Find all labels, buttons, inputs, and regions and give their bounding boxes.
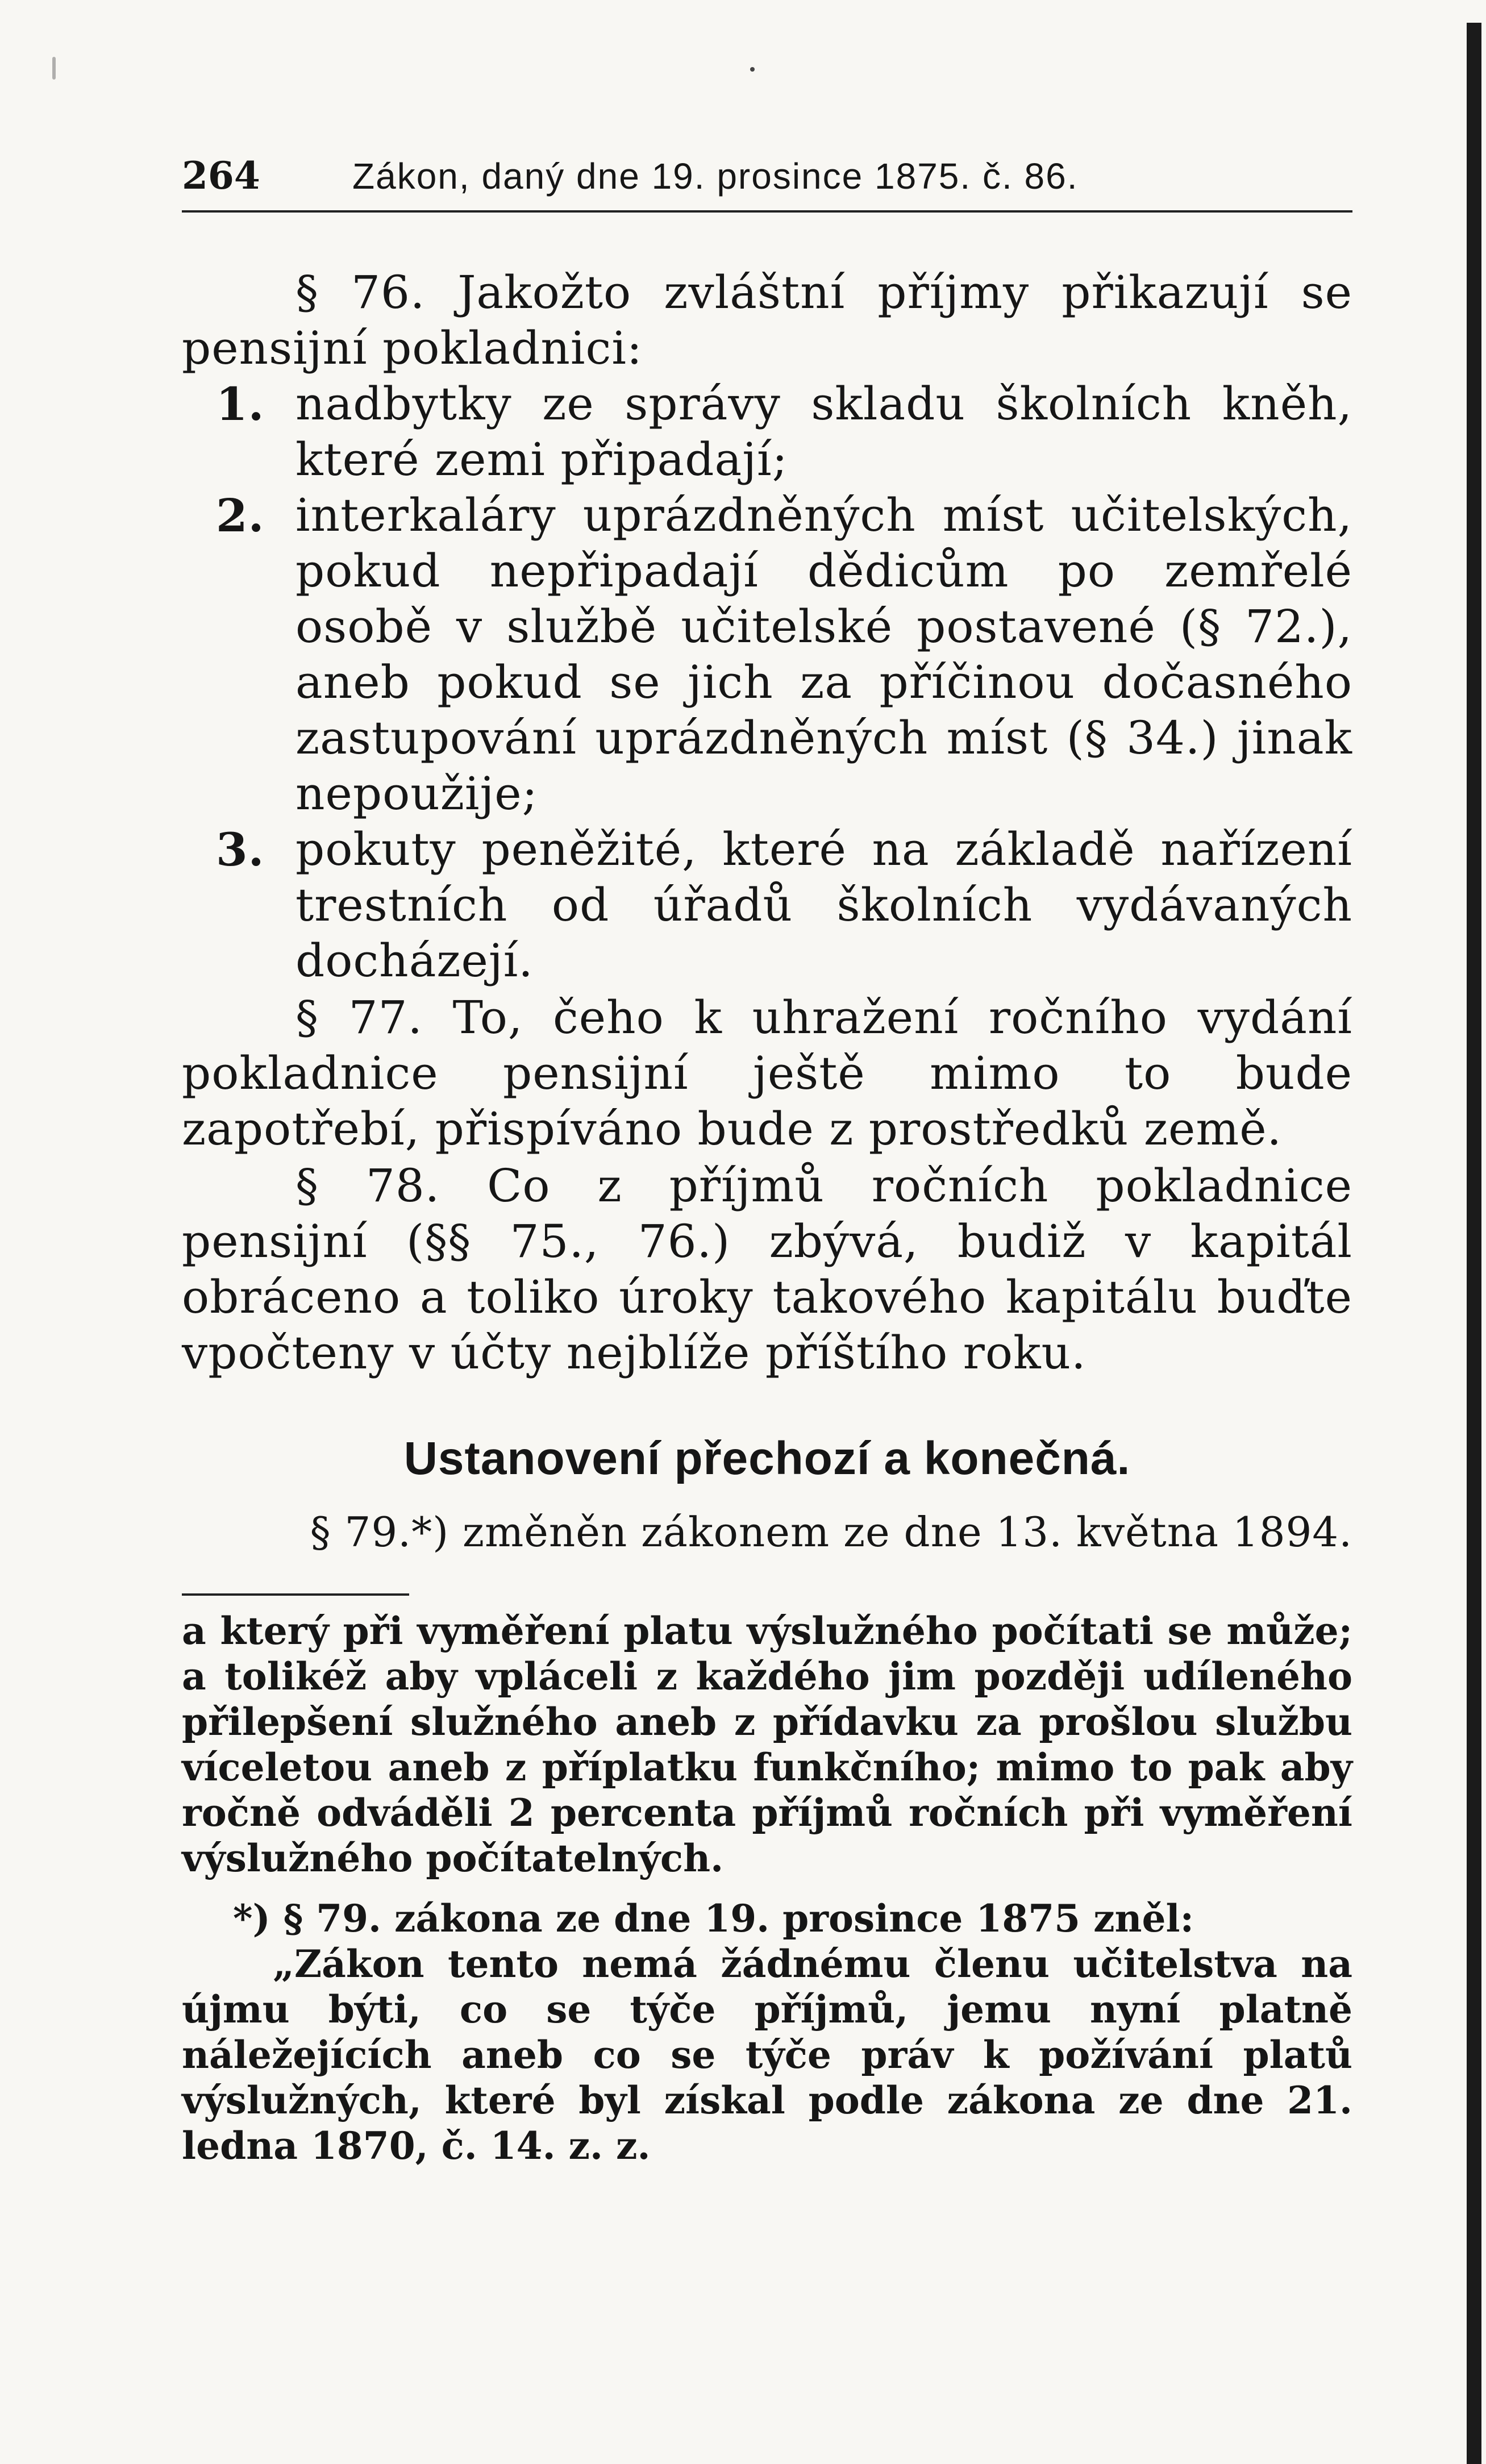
page-edge-shadow <box>1467 23 1481 2464</box>
scan-speck <box>750 67 755 72</box>
list-item-number: 1. <box>216 377 265 431</box>
scan-speck <box>52 57 56 80</box>
section-78: § 78. Co z příjmů ročních pokladnice pensijní (§§ 75., 76.) zbývá, budiž v kapitál obráceno a toliko úroky takového kapitálu buďte vpočteny v účty nejblíže příštího roku. <box>182 1159 1352 1379</box>
list-item-number: 2. <box>216 489 265 542</box>
list-item-text: interkaláry uprázdněných míst učitelských, pokud nepřipadají dědicům po zemřelé osobě v službě učitelské postavené (§ 72.), aneb pokud se jich za příčinou dočasného zastupování uprázdněných míst (§ 34.) jinak nepoužije; <box>295 489 1352 820</box>
section-77: § 77. To, čeho k uhražení ročního vydání pokladnice pensijní ještě mimo to bude zapotřebí, přispíváno bude z prostředků země. <box>182 991 1352 1155</box>
list-item <box>182 822 1352 989</box>
footnote-continuation: a který při vyměření platu výslužného počítati se může; a tolikéž aby vpláceli z každého jim později udíleného přilepšení služného aneb z přídavku za prošlou službu víceletou aneb z příplatku funkčního; mimo to pak aby ročně odváděli 2 percenta příjmů ročních při vyměření výslužného počítatelných. <box>182 1609 1352 1880</box>
footnote-star: *) § 79. zákona ze dne 19. prosince 1875 zněl: <box>233 1896 1194 1941</box>
list-item-number: 3. <box>216 823 265 876</box>
list-item <box>182 376 1352 488</box>
footnotes <box>182 1608 1352 2169</box>
section-79-note: § 79.*) změněn zákonem ze dne 13. května 1894. <box>310 1508 1352 1556</box>
section-76 <box>182 265 1352 989</box>
list-item-text: nadbytky ze správy skladu školních kněh, které zemi připadají; <box>295 377 1352 486</box>
section-76-list <box>182 376 1352 989</box>
footnote-quote: „Zákon tento nemá žádnému členu učitelstva na újmu býti, co se týče příjmů, jemu nyní platně náležejících aneb co se týče práv k požívání platů výslužných, které byl získal podle zákona ze dne 21. ledna 1870, č. 14. z. z. <box>182 1942 1352 2168</box>
footnote-divider <box>182 1593 409 1596</box>
page-number: 264 <box>182 153 260 198</box>
page-header <box>182 153 1352 213</box>
section-76-intro: § 76. Jakožto zvláštní příjmy přikazují se pensijní pokladnici: <box>182 266 1352 374</box>
page-content <box>182 153 1352 2169</box>
transitional-provisions-heading: Ustanovení přechozí a konečná. <box>403 1433 1131 1484</box>
running-head: Zákon, daný dne 19. prosince 1875. č. 86. <box>352 156 1079 197</box>
list-item-text: pokuty peněžité, které na základě nařízení trestních od úřadů školních vydávaných docházejí. <box>295 823 1352 987</box>
main-text <box>182 265 1352 1559</box>
list-item <box>182 488 1352 822</box>
